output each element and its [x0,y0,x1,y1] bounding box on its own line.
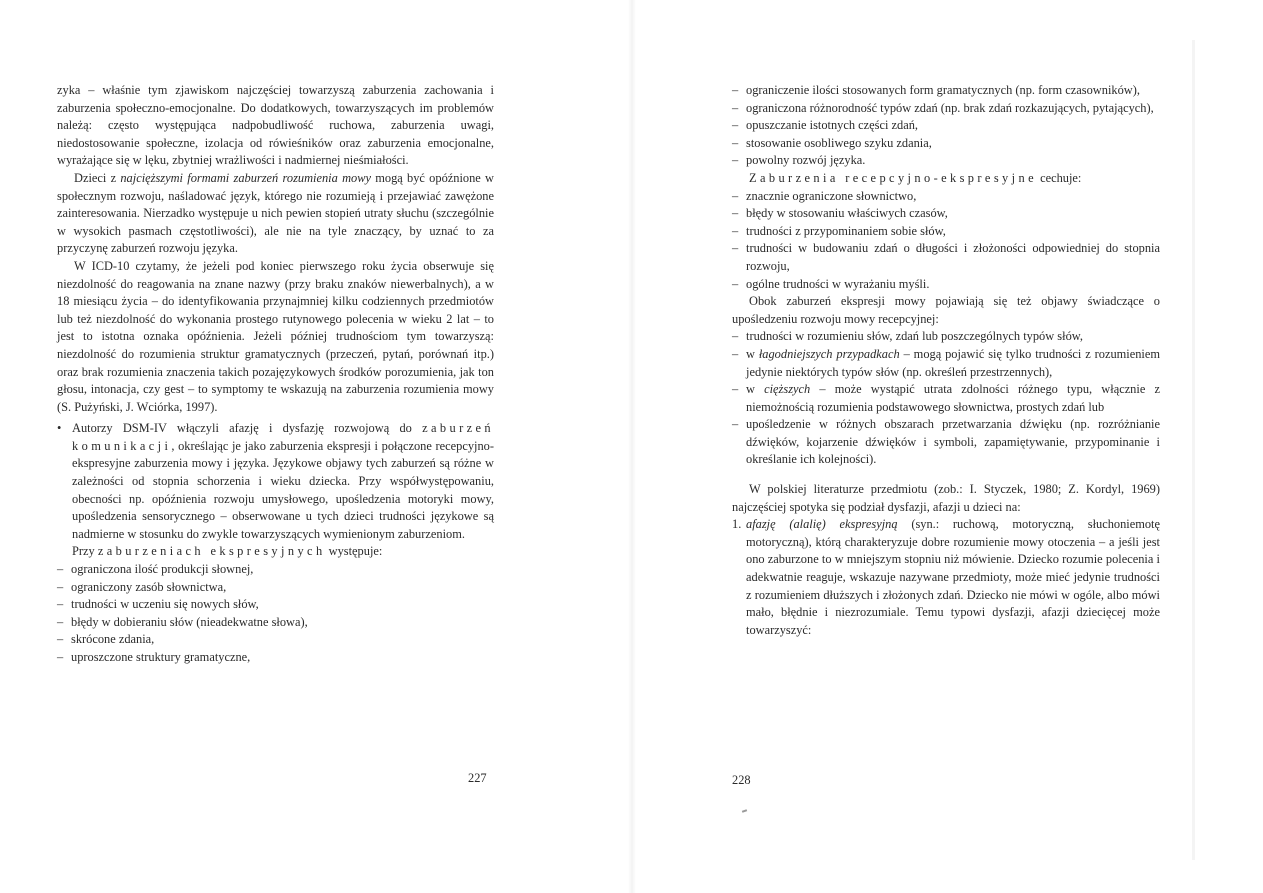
expressive-symptoms-list-continued [732,82,1160,170]
list-item: – znacznie ograniczone słownictwo, [732,188,1160,206]
list-item: – trudności w uczeniu się nowych słów, [57,596,494,614]
paragraph: Przy zaburzeniach ekspresyjnych występuje: [72,544,383,559]
list-item: – błędy w stosowaniu właściwych czasów, [732,205,1160,223]
list-item: – ogólne trudności w wyrażaniu myśli. [732,276,1160,294]
receptive-expressive-list [732,188,1160,294]
emphasis: afazję (alalię) ekspresyjną [746,517,898,532]
spaced-term: zaburzeń komunikacji [72,421,494,453]
bullet-list [57,420,494,561]
page-number: 227 [468,771,487,785]
list-item: – ograniczony zasób słownictwa, [57,579,494,597]
left-page [57,82,494,667]
numbered-list [732,516,1160,639]
page-edge [1192,40,1195,860]
list-item: – trudności w rozumieniu słów, zdań lub poszczególnych typów słów, [732,328,1160,346]
expressive-symptoms-list [57,561,494,667]
emphasis: łagodniejszych przypadkach [758,346,900,361]
scan-speck [742,809,747,813]
list-item: – stosowanie osobliwego szyku zdania, [732,135,1160,153]
paragraph: Dzieci z najcięższymi formami zaburzeń rozumienia mowy mogą być opóźnione w społecznym rozwoju, naśladować język, którego nie rozumieją i przejawiać zawężone zainteresowania. Nierzadko występuje u nich pewien stopień utraty słuchu (szczególnie w wysokich pasmach częstotliwości), ale nie na tyle znaczący, by uznać to za przyczynę zaburzeń rozwoju języka. [57,170,495,256]
list-item: – ograniczenie ilości stosowanych form gramatycznych (np. form czasowników), [732,82,1160,100]
list-item: – ograniczona różnorodność typów zdań (np. brak zdań rozkazujących, pytających), [732,100,1160,118]
list-item: – uproszczone struktury gramatyczne, [57,649,494,667]
paragraph: W polskiej literaturze przedmiotu (zob.: I. Styczek, 1980; Z. Kordyl, 1969) najczęściej spotyka się podział dysfazji, afazji u dzieci na: [732,482,1160,514]
list-item: – powolny rozwój języka. [732,152,1160,170]
list-item: – w łagodniejszych przypadkach – mogą pojawić się tylko trudności z rozumieniem jedynie niektórych typów słów (np. określeń przestrzennych), [732,346,1160,381]
item-number: 1. [732,517,742,532]
book-gutter [628,0,636,893]
paragraph: W ICD-10 czytamy, że jeżeli pod koniec pierwszego roku życia obserwuje się niezdolność do reagowania na znane nazwy (przy braku znaków niewerbalnych), a w 18 miesiącu życia – do identyfikowania przynajmniej kilku codziennych przedmiotów lub też niezdolność do wykonania prostego rutynowego polecenia w wieku 2 lat – to jest to istotna oznaka opóźnienia. Jeżeli później trudnościom tym towarzyszą: niezdolność do rozumienia struktur gramatycznych (przeczeń, pytań, porównań itp.) oraz brak rozumienia znaczenia takich pozajęzykowych środków porozumienia, jak ton głosu, intonacja, czy gest – to symptomy te wskazują na zaburzenia rozumienia mowy (S. Pużyński, J. Wciórka, 1997). [57,258,494,414]
right-page [732,82,1160,639]
list-item: – upośledzenie w różnych obszarach przetwarzania dźwięku (np. rozróżnianie dźwięków, kojarzenie dźwięków i symboli, zapamiętywanie, przypominanie i określanie ich kolejności). [732,416,1160,469]
paragraph: zyka – właśnie tym zjawiskom najczęściej towarzyszą zaburzenia zachowania i zaburzenia społeczno-emocjonalne. Do dodatkowych, towarzyszących im problemów należą: często występująca nadpobudliwość ruchowa, zaburzenia uwagi, niedostosowanie społeczne, izolacja od rówieśników oraz zaburzenia emocjonalne, wyrażające się w lęku, zbytniej wrażliwości i nadmiernej nieśmiałości. [57,83,494,168]
list-item: – ograniczona ilość produkcji słownej, [57,561,494,579]
list-item: – w cięższych – może wystąpić utrata zdolności różnego typu, włącznie z niemożnością rozumienia podstawowego słownictwa, prostych zdań lub [732,381,1160,416]
receptive-symptoms-list [732,328,1160,469]
emphasis: najcięższymi formami zaburzeń rozumienia mowy [120,170,371,185]
list-item: – opuszczanie istotnych części zdań, [732,117,1160,135]
bullet-item: • Autorzy DSM-IV włączyli afazję i dysfazję rozwojową do zaburzeń komunikacji, określając je jako zaburzenia ekspresji i połączone recepcyjno-ekspresyjne zaburzenia mowy i języka. Językowe objawy tych zaburzeń są różne w zależności od stopnia schorzenia i wieku dziecka. Przy współwystępowaniu, obecności np. opóźnienia rozwoju umysłowego, upośledzenia motoryki mowy, upośledzenia sensorycznego – obserwowane u tych dzieci trudności językowe są nadmierne w stosunku do zwykle towarzyszących wymienionym zaburzeniom. Przy zaburzeniach ekspresyjnych występuje: [57,420,494,561]
paragraph: Zaburzenia recepcyjno-ekspresyjne cechuje: [749,170,1082,185]
numbered-item: 1. afazję (alalię) ekspresyjną (syn.: ruchową, motoryczną, słuchoniemotę motoryczną), którą charakteryzuje dobre rozumienie mowy otoczenia – a jeśli jest ono zaburzone to w mniejszym stopniu niż mówienie. Dziecko rozumie polecenia i adekwatnie reaguje, wskazuje nazywane przedmioty, może mieć jedynie trudności z rozumieniem dłuższych i złożonych zdań. Dziecko nie mówi w ogóle, albo mówi mało, błędnie i niezrozumiale. Temu typowi dysfazji, afazji dziecięcej może towarzyszyć: [732,517,1161,637]
list-item: – trudności w budowaniu zdań o długości i złożoności odpowiedniej do stopnia rozwoju, [732,240,1160,275]
list-item: – błędy w dobieraniu słów (nieadekwatne słowa), [57,614,494,632]
spaced-term: Zaburzenia recepcyjno-ekspresyjne [749,170,1037,185]
paragraph: Obok zaburzeń ekspresji mowy pojawiają się też objawy świadczące o upośledzeniu rozwoju mowy recepcyjnej: [732,294,1160,326]
list-item: – trudności z przypominaniem sobie słów, [732,223,1160,241]
emphasis: cięższych [764,382,811,397]
list-item: – skrócone zdania, [57,631,494,649]
spaced-term: zaburzeniach ekspresyjnych [97,544,326,559]
spacer [732,469,1160,481]
page-number: 228 [732,773,751,787]
